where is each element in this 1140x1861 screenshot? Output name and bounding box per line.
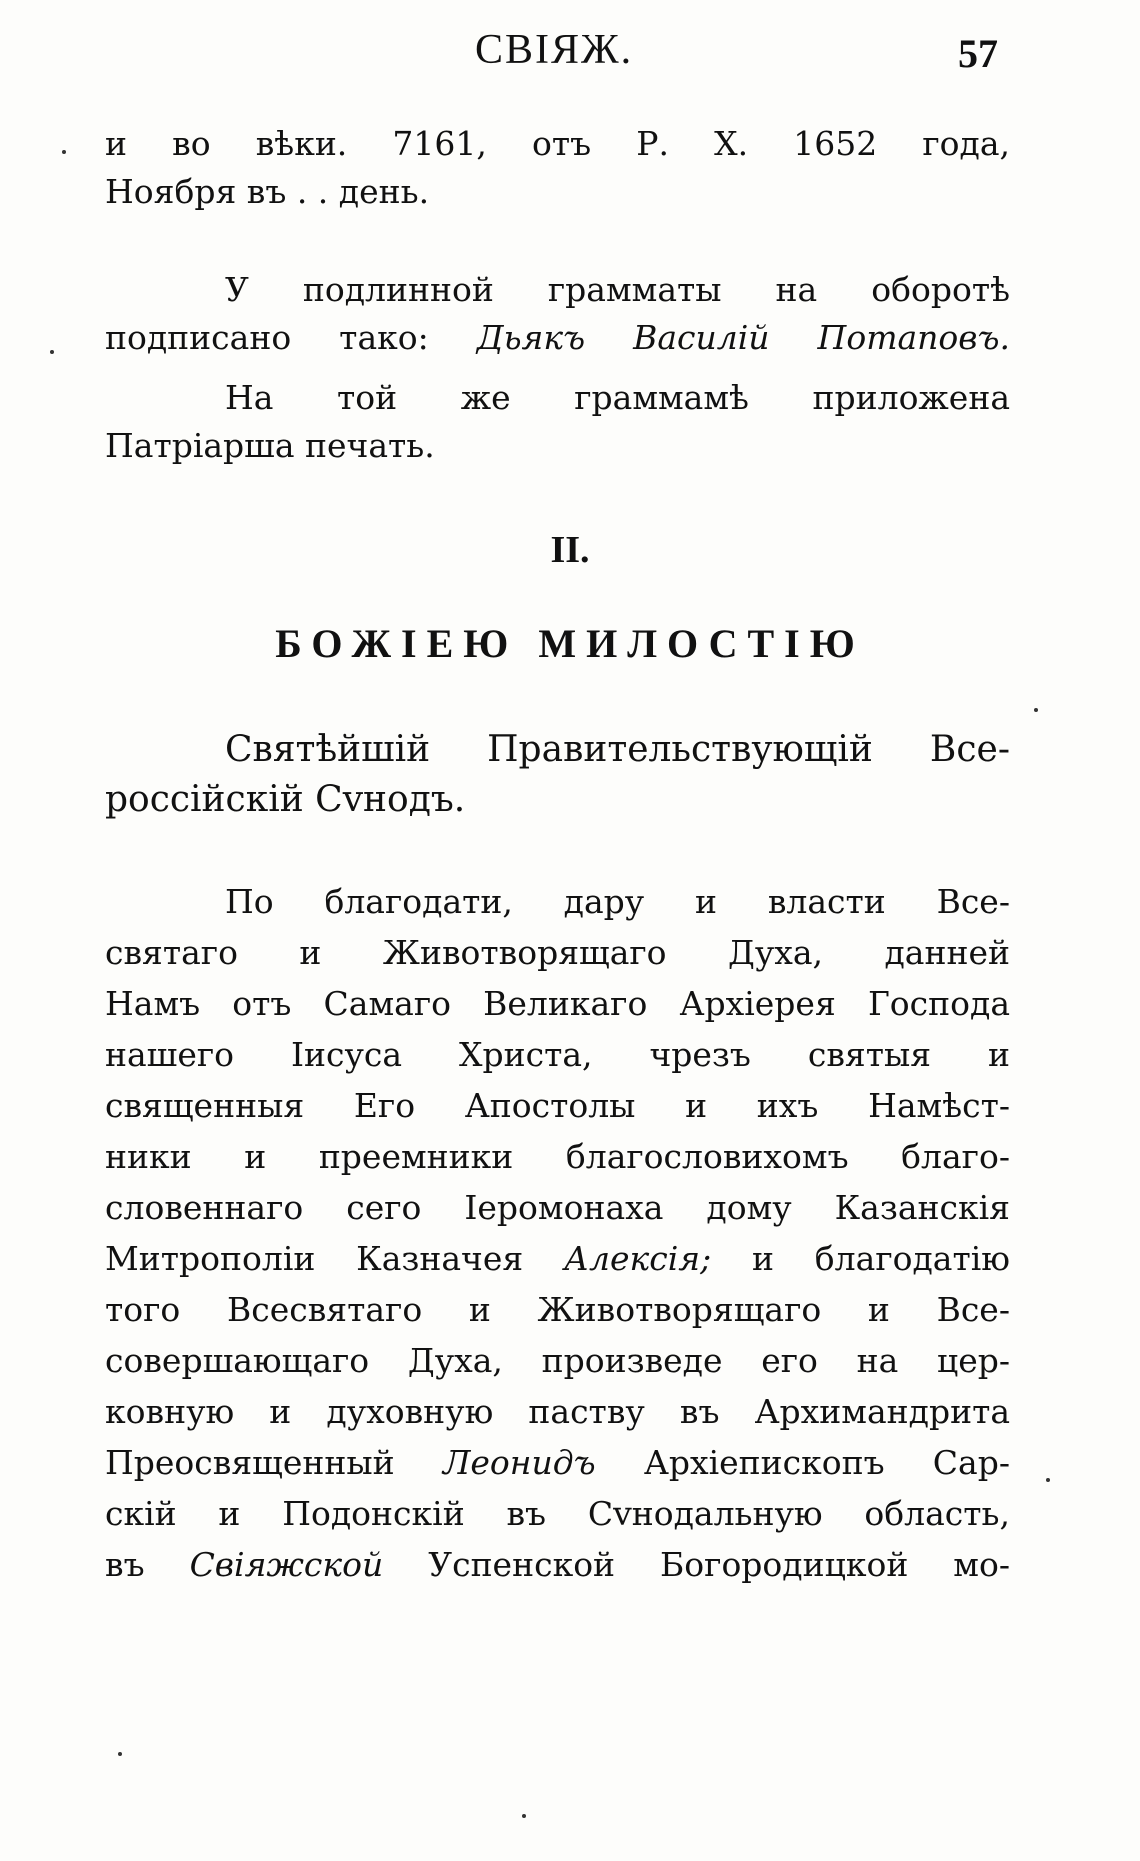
section-number: II.	[550, 529, 590, 571]
scan-speck	[1046, 1478, 1050, 1482]
body-line: священныя Его Апостолы и ихъ Намѣст-	[105, 1086, 1010, 1125]
person-name: Леонидъ	[442, 1443, 596, 1482]
body-text: Митрополіи Казначея	[105, 1239, 524, 1278]
body-text: Успенской Богородицкой мо-	[428, 1545, 1010, 1584]
scan-speck	[522, 1814, 526, 1818]
body-text: и благодатію	[752, 1239, 1011, 1278]
body-line	[105, 1545, 1010, 1585]
body-line: совершающаго Духа, произведе его на цер-	[105, 1341, 1010, 1380]
signature-line	[105, 318, 1010, 358]
seal-line: Патріарша печать.	[105, 426, 435, 465]
signature-intro: У подлинной грамматы на оборотѣ	[225, 270, 1010, 309]
body-text: въ	[105, 1545, 145, 1584]
page-number: 57	[958, 31, 998, 76]
page-header	[0, 20, 1140, 90]
body-line	[105, 1443, 1010, 1483]
running-head: СВІЯЖ.	[475, 27, 634, 73]
signature-prefix: подписано тако:	[105, 318, 429, 357]
scan-speck	[50, 350, 54, 354]
body-line	[105, 1239, 1010, 1279]
body-line: По благодати, дару и власти Все-	[225, 882, 1010, 921]
synod-title: россійскій Сvнодъ.	[105, 779, 466, 820]
section-heading: БОЖІЕЮ МИЛОСТІЮ	[275, 621, 865, 666]
body-line: скій и Подонскій въ Сvнодальную область,	[105, 1494, 1010, 1533]
seal-line: На той же граммамѣ приложена	[225, 378, 1010, 417]
body-line: ковную и духовную паству въ Архимандрита	[105, 1392, 1010, 1431]
text-line: Ноября въ . . день.	[105, 172, 430, 211]
scan-speck	[1034, 708, 1038, 712]
body-line: нашего Іисуса Христа, чрезъ святыя и	[105, 1035, 1010, 1074]
signature-name: Дьякъ Василій Потаповъ.	[476, 318, 1010, 357]
body-line: святаго и Животворящаго Духа, данней	[105, 933, 1010, 972]
place-name: Свіяжской	[189, 1545, 384, 1584]
body-line: ники и преемники благословихомъ благо-	[105, 1137, 1010, 1176]
scan-speck	[62, 150, 66, 154]
body-text: Архіепископъ Сар-	[643, 1443, 1010, 1482]
body-line: Намъ отъ Самаго Великаго Архіерея Господа	[105, 984, 1010, 1023]
text-line: и во вѣки. 7161, отъ Р. Х. 1652 года,	[105, 124, 1010, 163]
scan-speck	[118, 1752, 122, 1756]
person-name: Алексія;	[564, 1239, 712, 1278]
body-text: Преосвященный	[105, 1443, 395, 1482]
body-line: словеннаго сего Іеромонаха дому Казанскія	[105, 1188, 1010, 1227]
synod-title: Святѣйшій Правительствующій Все-	[225, 729, 1010, 770]
body-line: того Всесвятаго и Животворящаго и Все-	[105, 1290, 1010, 1329]
